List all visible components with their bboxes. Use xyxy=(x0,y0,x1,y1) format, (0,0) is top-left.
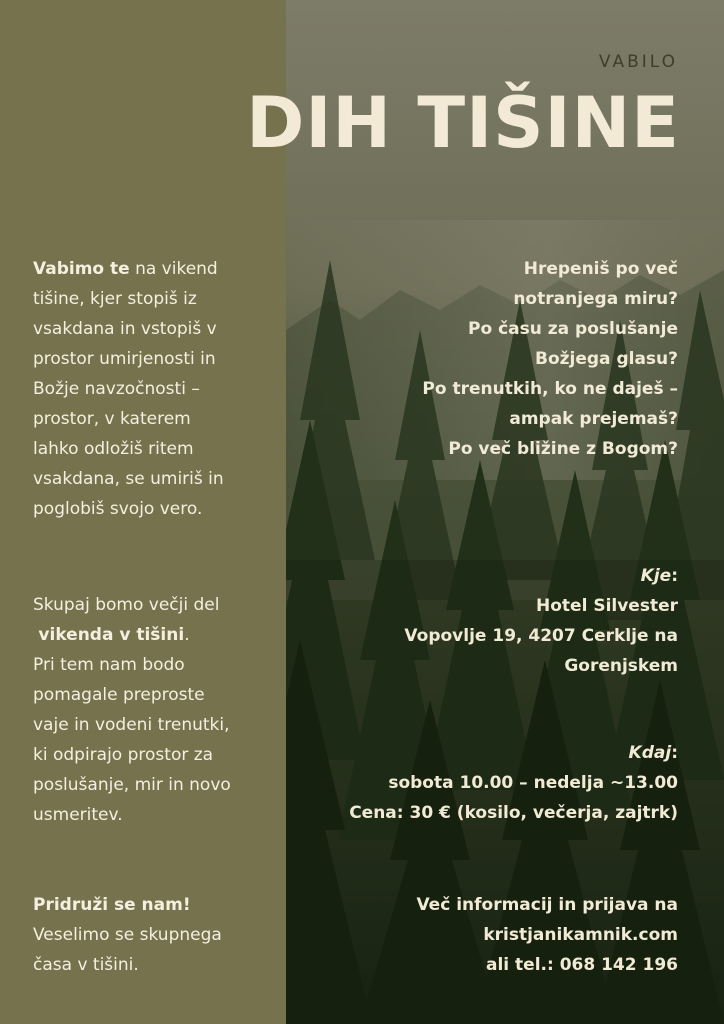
weekend-line: poslušanje, mir in novo xyxy=(33,775,231,795)
location-line: Hotel Silvester xyxy=(536,596,678,616)
eyebrow-label: VABILO xyxy=(598,52,678,72)
weekend-line: pomagale preproste xyxy=(33,685,205,705)
weekend-bold: vikenda v tišini xyxy=(38,625,185,645)
contact-line: Več informacij in prijava na xyxy=(416,895,678,915)
schedule-label: Kdaj xyxy=(628,743,672,763)
question-line: Po več bližine z Bogom? xyxy=(448,439,678,459)
question-line: Božjega glasu? xyxy=(535,349,678,369)
question-line: notranjega miru? xyxy=(513,289,678,309)
weekend-line: ki odpirajo prostor za xyxy=(33,745,214,765)
schedule-time: sobota 10.00 – nedelja ~13.00 xyxy=(388,773,678,793)
intro-line: vsakdana, se umiriš in xyxy=(33,469,224,489)
join-heading: Pridruži se nam! xyxy=(33,895,191,915)
price-line: Cena: 30 € (kosilo, večerja, zajtrk) xyxy=(349,803,678,823)
weekend-line: Pri tem nam bodo xyxy=(33,655,185,675)
intro-line: na vikend xyxy=(129,259,218,279)
intro-line: lahko odložiš ritem xyxy=(33,439,194,459)
join-line: časa v tišini. xyxy=(33,955,139,975)
intro-lead: Vabimo te xyxy=(33,259,130,279)
intro-line: tišine, kjer stopiš iz xyxy=(33,289,197,309)
intro-line: prostor umirjenosti in xyxy=(33,349,216,369)
intro-line: prostor, v katerem xyxy=(33,409,191,429)
weekend-bold-suffix: . xyxy=(184,625,190,645)
location-line: Gorenjskem xyxy=(564,656,678,676)
schedule-block xyxy=(288,738,678,828)
question-line: Po trenutkih, ko ne daješ – xyxy=(422,379,678,399)
intro-line: poglobiš svojo vero. xyxy=(33,499,203,519)
questions-block xyxy=(288,254,678,464)
location-colon: : xyxy=(671,566,678,586)
contact-block xyxy=(288,890,678,980)
weekend-paragraph xyxy=(33,590,278,830)
question-line: Hrepeniš po več xyxy=(523,259,678,279)
weekend-line: usmeritev. xyxy=(33,805,123,825)
contact-website: kristjanikamnik.com xyxy=(483,925,678,945)
location-line: Vopovlje 19, 4207 Cerklje na xyxy=(404,626,678,646)
location-block xyxy=(288,561,678,681)
join-paragraph xyxy=(33,890,278,980)
intro-line: vsakdana in vstopiš v xyxy=(33,319,217,339)
poster-title: DIH TIŠINE xyxy=(246,82,680,164)
question-line: ampak prejemaš? xyxy=(509,409,678,429)
join-line: Veselimo se skupnega xyxy=(33,925,222,945)
location-label: Kje xyxy=(640,566,672,586)
question-line: Po času za poslušanje xyxy=(468,319,678,339)
weekend-line: Skupaj bomo večji del xyxy=(33,595,220,615)
intro-paragraph xyxy=(33,254,278,524)
intro-line: Božje navzočnosti – xyxy=(33,379,200,399)
weekend-line: vaje in vodeni trenutki, xyxy=(33,715,230,735)
contact-phone: ali tel.: 068 142 196 xyxy=(486,955,678,975)
schedule-colon: : xyxy=(671,743,678,763)
